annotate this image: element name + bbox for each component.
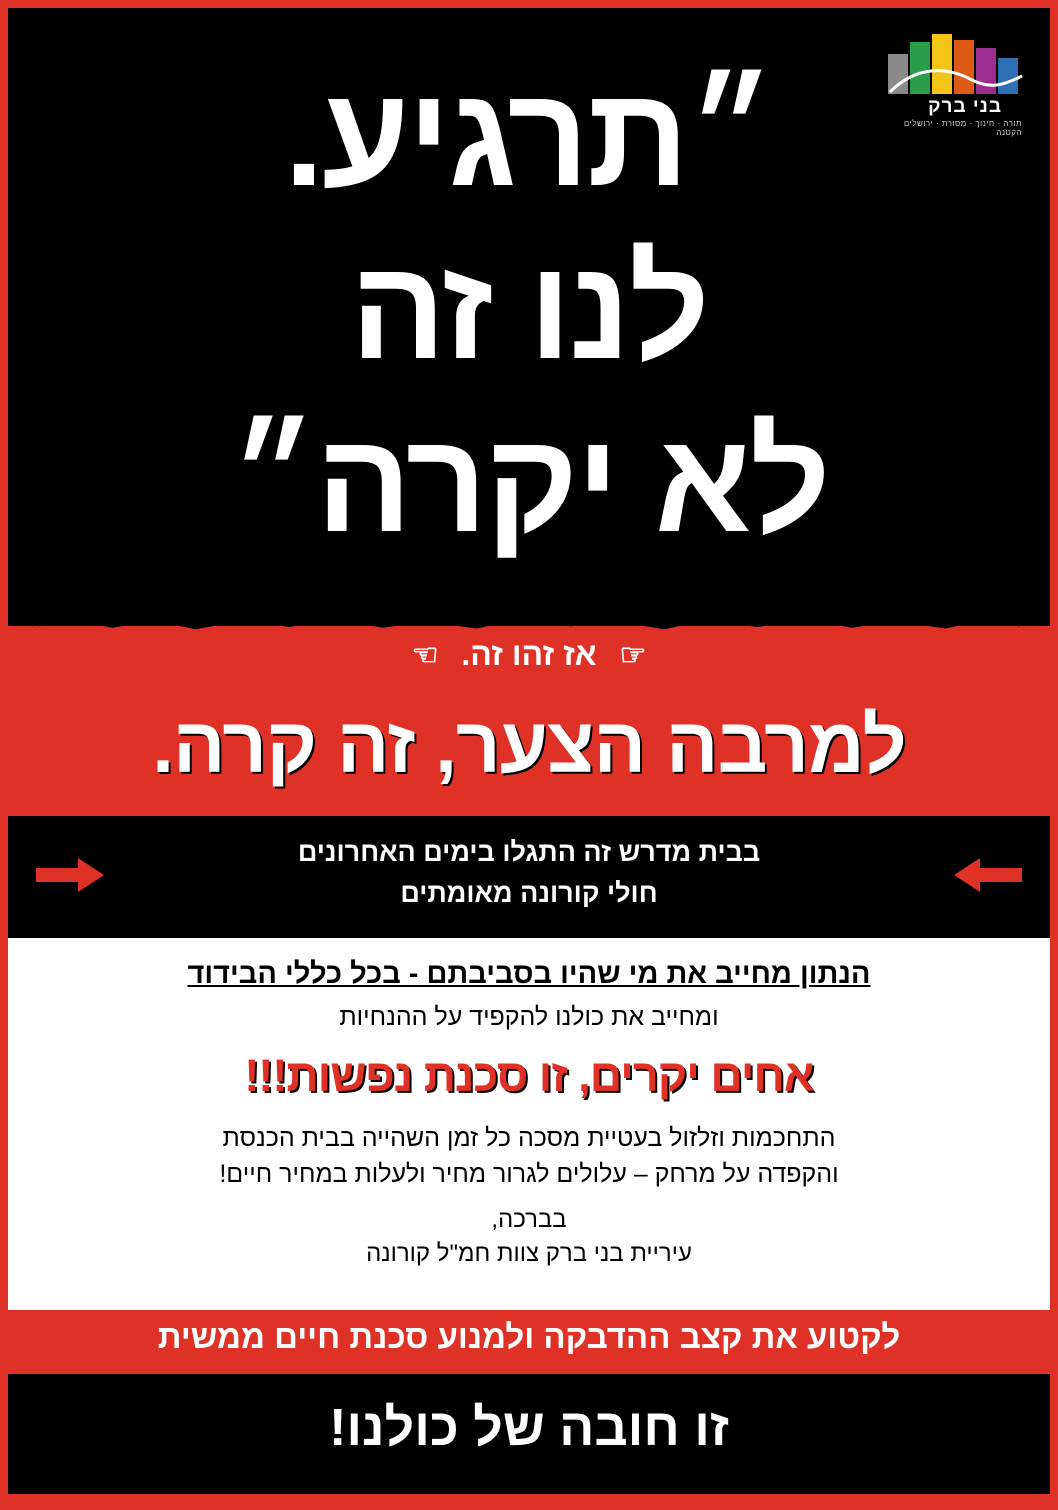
so-line-text: אז זהו זה. [461,636,597,672]
footer-text: זו חובה של כולנו! [329,1399,729,1457]
pointing-hand-right-icon: ☞ [619,639,647,672]
pointing-hand-left-icon: ☜ [411,639,439,672]
body-paragraph-line-2: והקפדה על מרחק – עלולים לגרור מחיר ולעלות במחיר חיים! [219,1160,839,1189]
body-block [8,938,1050,1310]
call-to-action: לקטוע את קצב ההדבקה ולמנוע סכנת חיים ממשית [157,1318,901,1355]
headline-panel [8,8,1050,626]
page-title [32,50,1026,570]
sub-headline: למרבה הצער, זה קרה. [152,701,906,789]
body-paragraph [8,1102,1050,1193]
so-line [0,636,1058,673]
footer-bar [8,1374,1050,1494]
alert-line-1: בבית מדרש זה התגלו בימים האחרונים [297,837,761,867]
body-paragraph-line-1: התחכמות וזלזול בעטיית מסכה כל זמן השהייה בבית הכנסת [222,1124,836,1152]
alert-strip-text [138,832,920,913]
alert-line-2: חולי קורונה מאומתים [400,877,658,908]
warning-text: אחים יקרים, זו סכנת נפשות!!! [244,1050,814,1101]
body-line-2: ומחייב את כולנו להקפיד על ההנחיות [339,1003,719,1031]
signature-line-2: עיריית בני ברק צוות חמ"ל קורונה [366,1240,692,1268]
body-line-1: הנתון מחייב את מי שהיו בסביבתם - בכל כללי הבידוד [187,958,871,990]
logo-name: בני ברק [928,96,1002,117]
headline-line-1: ״תרגיע. [284,57,774,216]
headline-line-2: לנו זה [350,230,708,390]
alert-strip [8,816,1050,938]
headline-line-3: לא יקרה״ [229,403,829,563]
logo-subtitle: תורה · חינוך · מסורת · ירושלים הקטנה [903,119,1022,137]
signature [8,1193,1050,1273]
signature-line-1: בברכה, [491,1205,567,1233]
